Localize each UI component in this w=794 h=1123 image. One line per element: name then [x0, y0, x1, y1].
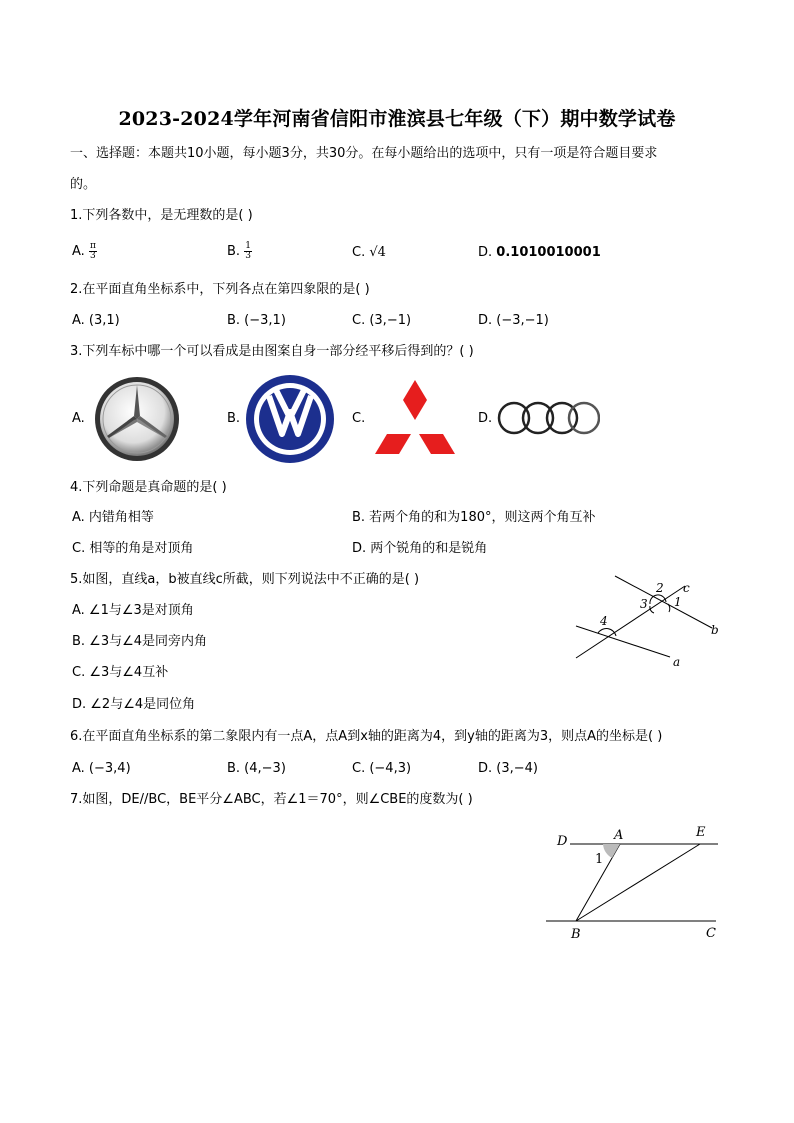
q6-stem: 6.在平面直角坐标系的第二象限内有一点A，点A到x轴的距离为4，到y轴的距离为3，则点A的坐标是( ): [70, 729, 663, 744]
q1-stem: 1.下列各数中，是无理数的是( ): [70, 208, 253, 223]
mercedes-logo: [92, 374, 182, 464]
q7-stem: 7.如图，DE//BC，BE平分∠ABC，若∠1＝70°，则∠CBE的度数为( ): [70, 792, 473, 807]
q6-option-a: A. (−3,4): [72, 761, 131, 776]
q3-label-a: A.: [72, 411, 85, 426]
label-2: 2: [656, 581, 664, 595]
q1-option-d: [478, 245, 601, 261]
q3-label-b: B.: [227, 411, 241, 426]
q6-option-b: B. (4,−3): [227, 761, 286, 776]
label-E: E: [696, 825, 706, 840]
section-heading-line1: 一、选择题：本题共10小题，每小题3分，共30分。在每小题给出的选项中，只有一项是符合题目要求: [70, 146, 658, 161]
label-B: B: [571, 927, 581, 942]
q5-option-a: A. ∠1与∠3是对顶角: [72, 603, 194, 618]
q2-option-d: D. (−3,−1): [478, 313, 549, 328]
q1-a-label: A.: [72, 244, 85, 259]
q2-option-a: A. (3,1): [72, 313, 120, 328]
q5-stem: 5.如图，直线a，b被直线c所截，则下列说法中不正确的是( ): [70, 572, 420, 587]
q1-b-denominator: 3: [245, 251, 251, 261]
label-4: 4: [600, 614, 608, 628]
label-D: D: [557, 834, 568, 849]
volkswagen-logo: [245, 374, 335, 464]
label-1: 1: [674, 595, 682, 609]
q1-option-c: [352, 245, 386, 261]
q5-figure: [570, 570, 730, 670]
q5-option-b: B. ∠3与∠4是同旁内角: [72, 634, 208, 649]
line-a: [576, 626, 670, 657]
label-c: c: [683, 581, 690, 595]
mitsubishi-logo: [370, 378, 460, 460]
label-C: C: [706, 926, 716, 941]
q1-a-fraction: [89, 242, 97, 261]
q6-option-c: C. (−4,3): [352, 761, 412, 776]
q1-a-numerator: π: [89, 241, 96, 251]
q1-c-value: √4: [369, 245, 386, 260]
q1-option-a: [72, 242, 97, 261]
label-A: A: [614, 828, 624, 843]
q5-option-c: C. ∠3与∠4互补: [72, 665, 169, 680]
q1-option-b: [227, 242, 252, 261]
q4-option-d: D. 两个锐角的和是锐角: [352, 541, 488, 556]
q1-a-denominator: 3: [90, 251, 96, 261]
q4-stem: 4.下列命题是真命题的是( ): [70, 480, 227, 495]
q3-label-d: D.: [478, 411, 493, 426]
q1-d-label: D.: [478, 245, 493, 260]
q6-option-d: D. (3,−4): [478, 761, 538, 776]
q2-option-b: B. (−3,1): [227, 313, 286, 328]
q4-option-b: B. 若两个角的和为180°，则这两个角互补: [352, 510, 596, 525]
audi-logo: [496, 396, 600, 440]
q2-stem: 2.在平面直角坐标系中，下列各点在第四象限的是( ): [70, 282, 370, 297]
angle-arc-4: [598, 629, 616, 636]
page-title: 2023-2024学年河南省信阳市淮滨县七年级（下）期中数学试卷: [118, 108, 676, 130]
q1-b-numerator: 1: [245, 241, 251, 251]
label-b: b: [711, 623, 719, 637]
label-3: 3: [640, 597, 648, 611]
q4-option-a: A. 内错角相等: [72, 510, 154, 525]
q1-b-label: B.: [227, 244, 241, 259]
q2-option-c: C. (3,−1): [352, 313, 412, 328]
q1-b-fraction: [244, 242, 252, 261]
q5-option-d: D. ∠2与∠4是同位角: [72, 697, 196, 712]
q1-d-value: 0.1010010001: [496, 245, 601, 260]
line-c: [576, 586, 685, 658]
angle-1-shade: [603, 844, 620, 858]
section-heading-line2: 的。: [70, 177, 97, 192]
q3-label-c: C.: [352, 411, 366, 426]
q4-option-c: C. 相等的角是对顶角: [72, 541, 194, 556]
label-1: 1: [595, 852, 604, 867]
q1-c-label: C.: [352, 245, 366, 260]
q7-figure: [540, 820, 730, 945]
label-a: a: [673, 655, 681, 669]
q3-stem: 3.下列车标中哪一个可以看成是由图案自身一部分经平移后得到的？( ): [70, 344, 474, 359]
